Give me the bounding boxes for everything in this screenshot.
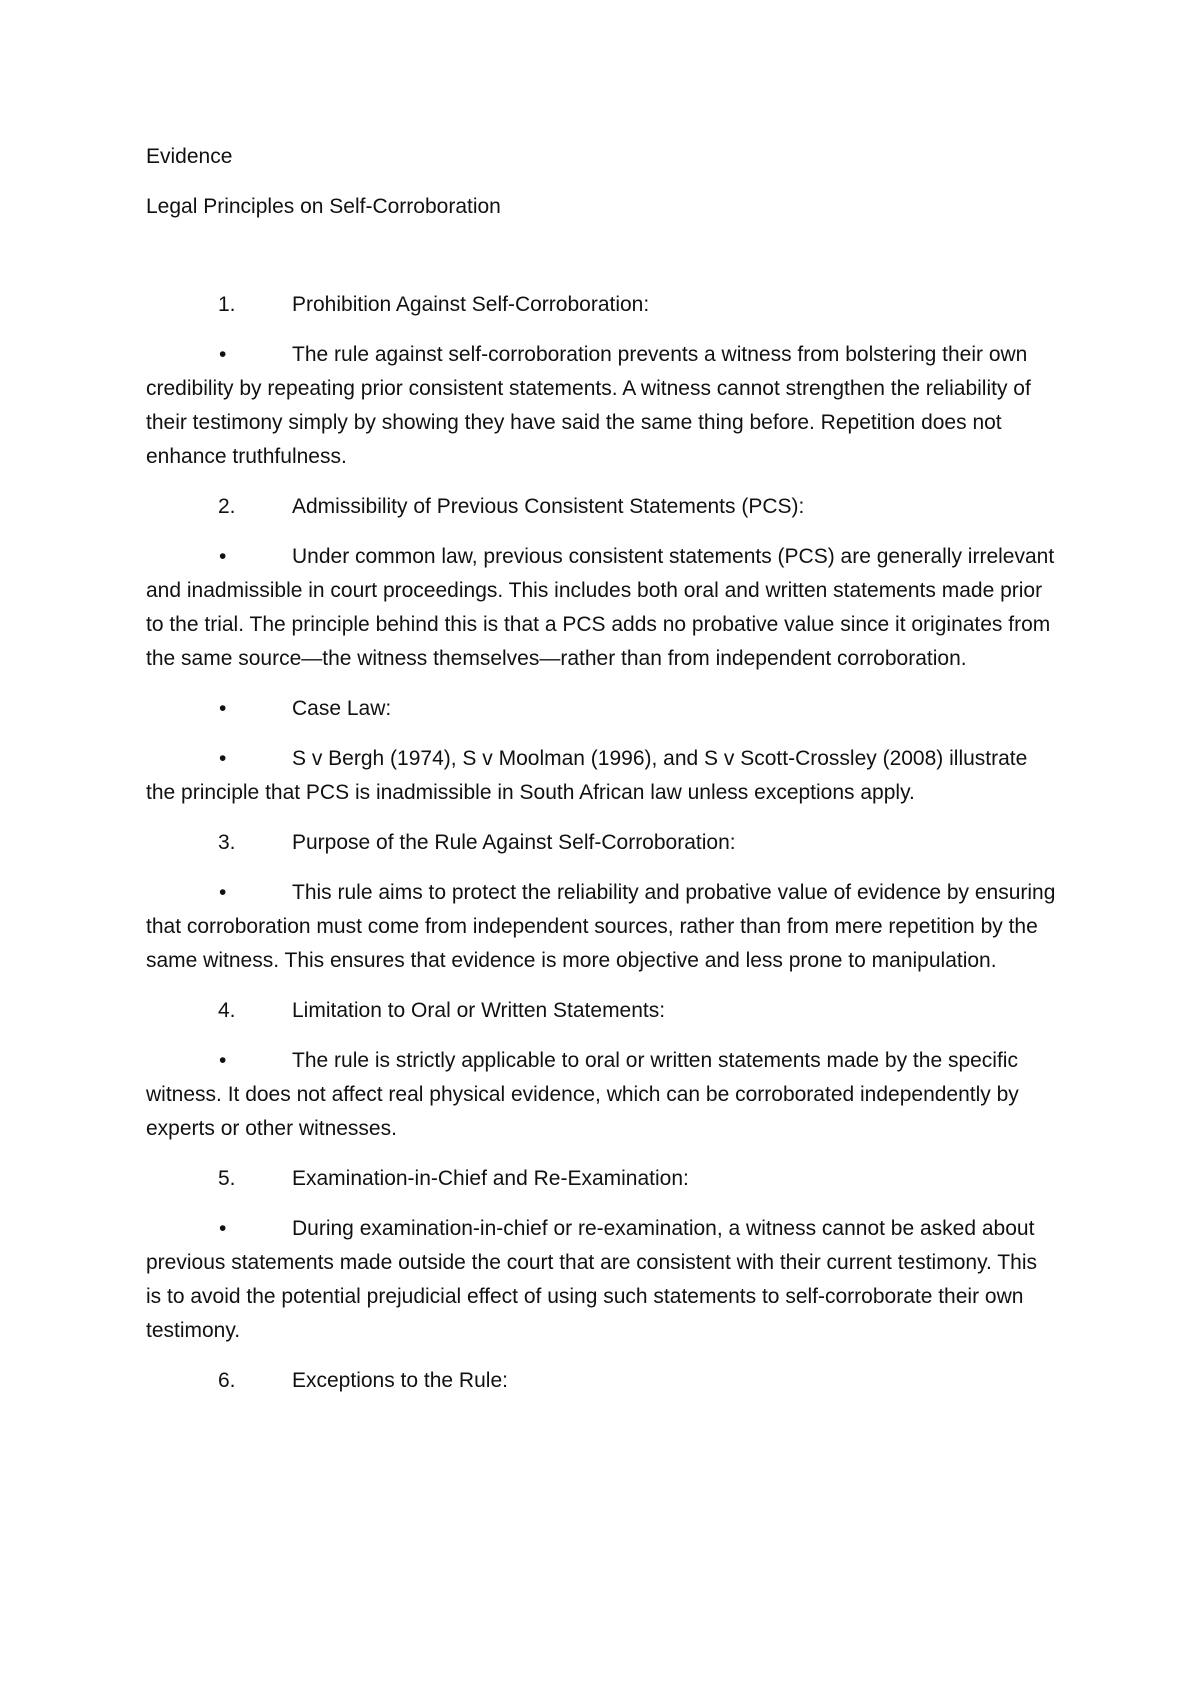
section-heading-text: Limitation to Oral or Written Statements: [292,999,666,1022]
sections-container [146,288,1056,1398]
section-heading [146,288,1056,322]
bullet-icon: • [219,697,227,720]
bullet-icon: • [219,545,227,568]
bullet-text: This rule aims to protect the reliability and probative value of evidence by ensuring that corroboration must come from independent sources, rather than from mere repetition by the same witness. This ensures that evidence is more objective and less prone to manipulation. [146,881,1056,972]
bullet-text: Under common law, previous consistent statements (PCS) are generally irrelevant and inadmissible in court proceedings. This includes both oral and written statements made prior to the trial. The principle behind this is that a PCS adds no probative value since it originates from the same source—the witness themselves—rather than from independent corroboration. [146,545,1055,670]
bullet-icon: • [219,1217,227,1240]
bullet-paragraph [146,1044,1056,1146]
document-subtitle: Legal Principles on Self-Corroboration [146,195,501,218]
section-number: 1. [218,293,236,316]
section-heading [146,490,1056,524]
bullet-text: Case Law: [292,697,392,720]
section-number: 2. [218,495,236,518]
section-number: 6. [218,1369,236,1392]
section-heading-text: Prohibition Against Self-Corroboration: [292,293,650,316]
section-number: 3. [218,831,236,854]
section-number: 5. [218,1167,236,1190]
document-body [146,140,1056,1414]
section-heading-text: Admissibility of Previous Consistent Statements (PCS): [292,495,805,518]
section-number: 4. [218,999,236,1022]
section-heading-text: Exceptions to the Rule: [292,1369,508,1392]
bullet-paragraph [146,540,1056,676]
bullet-text: The rule is strictly applicable to oral or written statements made by the specific witness. It does not affect real physical evidence, which can be corroborated independently by experts or other witnesses. [146,1049,1019,1140]
bullet-paragraph [146,692,1056,726]
bullet-text: S v Bergh (1974), S v Moolman (1996), and S v Scott-Crossley (2008) illustrate the principle that PCS is inadmissible in South African law unless exceptions apply. [146,747,1028,804]
bullet-paragraph [146,876,1056,978]
bullet-icon: • [219,1049,227,1072]
bullet-paragraph [146,1212,1056,1348]
document-title: Evidence [146,145,233,168]
section-heading [146,1162,1056,1196]
bullet-text: During examination-in-chief or re-examination, a witness cannot be asked about previous statements made outside the court that are consistent with their current testimony. This is to avoid the potential prejudicial effect of using such statements to self-corroborate their own testimony. [146,1217,1037,1342]
bullet-icon: • [219,747,227,770]
section-heading [146,826,1056,860]
section-heading [146,1364,1056,1398]
section-heading-text: Examination-in-Chief and Re-Examination: [292,1167,689,1190]
bullet-icon: • [219,881,227,904]
bullet-text: The rule against self-corroboration prevents a witness from bolstering their own credibility by repeating prior consistent statements. A witness cannot strengthen the reliability of their testimony simply by showing they have said the same thing before. Repetition does not enhance truthfulness. [146,343,1031,468]
section-heading-text: Purpose of the Rule Against Self-Corroboration: [292,831,736,854]
bullet-icon: • [219,343,227,366]
bullet-paragraph [146,338,1056,474]
bullet-paragraph [146,742,1056,810]
spacer [146,240,1056,288]
section-heading [146,994,1056,1028]
